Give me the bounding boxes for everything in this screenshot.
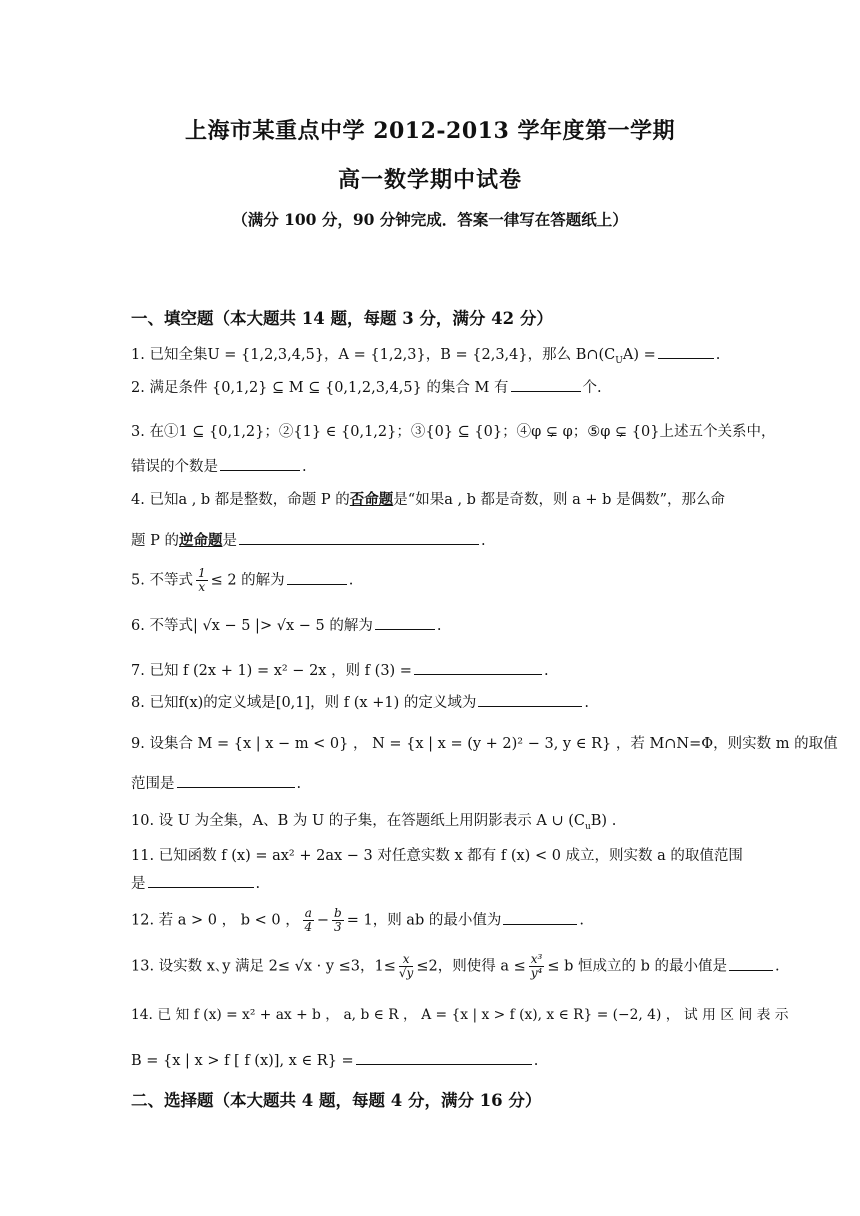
question-8: 8. 已知f(x)的定义域是[0,1]，则 f (x +1) 的定义域为 . xyxy=(131,692,589,713)
fraction: $\frac{a}{4}$ xyxy=(304,906,313,934)
answer-blank xyxy=(287,570,347,585)
question-7: 7. 已知 f (2x + 1) = x² − 2x ，则 f (3) = . xyxy=(131,660,549,681)
answer-blank xyxy=(414,660,542,675)
fraction: $\frac{1}{x}$ xyxy=(197,566,206,594)
question-14: 14. 已 知 f (x) = x² + ax + b ， a, b ∈ R ， A = {x | x > f (x), x ∈ R} = (−2, 4) ， 试 用 区 间 表 示 xyxy=(131,1007,789,1023)
answer-blank xyxy=(177,773,295,788)
fraction: $\frac{\text{x³}}{\text{y⁴}}$ xyxy=(530,952,543,980)
answer-blank xyxy=(148,873,254,888)
answer-blank xyxy=(729,956,773,971)
question-9-cont: 范围是 . xyxy=(131,773,301,794)
question-4: 4. 已知a , b 都是整数，命题 P 的否命题是“如果a , b 都是奇数，则 a + b 是偶数”，那么命 xyxy=(131,491,725,508)
answer-blank xyxy=(478,692,582,707)
section1-heading: 一、填空题（本大题共 14 题，每题 3 分，满分 42 分） xyxy=(131,309,553,328)
fraction: $\frac{b}{3}$ xyxy=(334,906,342,934)
section2-heading: 二、选择题（本大题共 4 题，每题 4 分，满分 16 分） xyxy=(131,1091,542,1110)
exam-subtitle: 高一数学期中试卷 xyxy=(337,167,522,193)
question-6: 6. 不等式| √x − 5 |> √x − 5 的解为 . xyxy=(131,615,441,636)
question-14-cont: B = {x | x > f [ f (x)], x ∈ R} = . xyxy=(131,1050,538,1071)
answer-blank xyxy=(375,615,435,630)
question-11: 11. 已知函数 f (x) = ax² + 2ax − 3 对任意实数 x 都有 f (x) < 0 成立，则实数 a 的取值范围 xyxy=(131,848,743,864)
answer-blank xyxy=(220,456,300,471)
question-13: 13. 设实数 x､y 满足 2≤ √x · y ≤3，1≤ $\frac{x}{√y}$ ≤2，则使得 a ≤ $\frac{\text{x³}}{\text{y⁴}}$ ≤ b 恒成立的 b 的最小值是 . xyxy=(131,952,780,980)
question-3: 3. 在①1 ⊆ {0,1,2}；②{1} ∈ {0,1,2}；③{0} ⊆ {0}；④φ ⊊ φ；⑤φ ⊊ {0}上述五个关系中， xyxy=(131,424,776,440)
fraction: $\frac{x}{√y}$ xyxy=(398,952,414,980)
exam-title: 上海市某重点中学 2012-2013 学年度第一学期 xyxy=(185,118,675,144)
answer-blank xyxy=(658,344,714,359)
question-12: 12. 若 a > 0 ， b < 0 ， $\frac{a}{4}$ − $\frac{b}{3}$ = 1，则 ab 的最小值为 . xyxy=(131,906,584,934)
question-4-cont: 题 P 的逆命题是 . xyxy=(131,532,486,549)
answer-blank xyxy=(503,910,577,925)
answer-blank xyxy=(239,530,479,545)
question-3-cont: 错误的个数是 . xyxy=(131,456,307,477)
question-2: 2. 满足条件 {0,1,2} ⊆ M ⊆ {0,1,2,3,4,5} 的集合 M 有 个. xyxy=(131,377,602,398)
answer-blank xyxy=(356,1050,532,1065)
answer-blank xyxy=(511,377,581,392)
question-10: 10. 设 U 为全集，A、B 为 U 的子集，在答题纸上用阴影表示 A ∪ $(C_uB)$ . xyxy=(131,813,617,832)
question-9: 9. 设集合 M = {x | x − m < 0} ， N = {x | x = (y + 2)² − 3, y ∈ R} ，若 M∩N=Φ，则实数 m 的取值 xyxy=(131,736,838,752)
question-1: 1. 已知全集U = {1,2,3,4,5}，A = {1,2,3}，B = {2,3,4}，那么 $B\cap(C_UA)$ = . xyxy=(131,344,720,371)
question-5: 5. 不等式 $\frac{1}{x}$ ≤ 2 的解为 . xyxy=(131,566,354,594)
question-11-cont: 是 . xyxy=(131,873,260,894)
exam-note: （满分 100 分，90 分钟完成．答案一律写在答题纸上） xyxy=(232,210,628,229)
